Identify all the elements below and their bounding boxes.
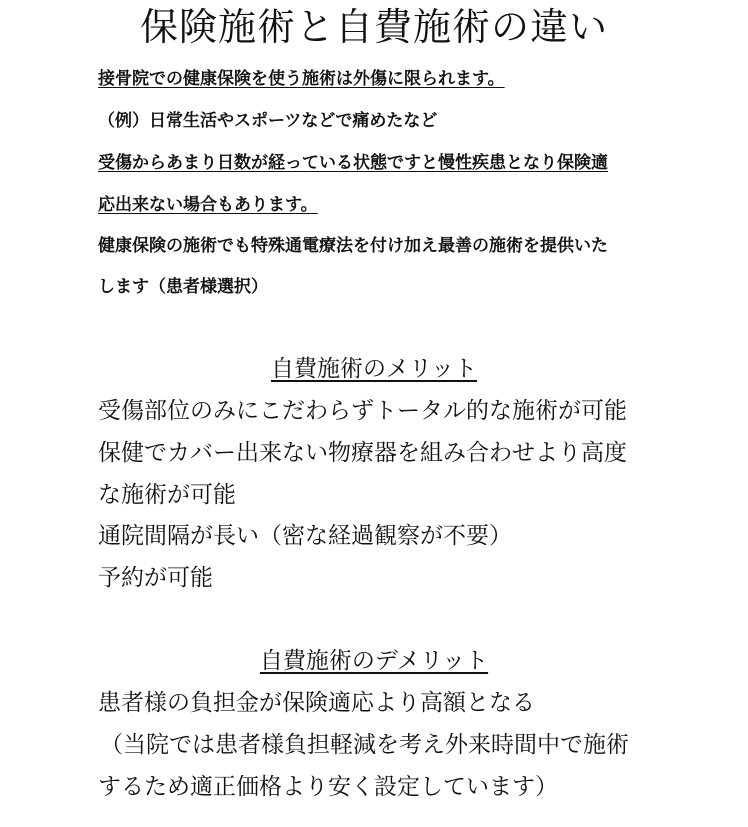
merit-line-3: な施術が可能: [98, 482, 236, 508]
merit-line-5: 予約が可能: [98, 565, 213, 591]
intro-line-6: します（患者様選択）: [98, 277, 268, 297]
intro-line-3: 受傷からあまり日数が経っている状態ですと慢性疾患となり保険適: [98, 153, 608, 173]
intro-line-2: （例）日常生活やスポーツなどで痛めたなど: [98, 111, 438, 131]
intro-line-5: 健康保険の施術でも特殊通電療法を付け加え最善の施術を提供いた: [98, 236, 608, 256]
demerit-line-3: するため適正価格より安く設定しています）: [98, 774, 558, 800]
merits-heading: 自費施術のメリット: [270, 356, 478, 382]
intro-line-4: 応出来ない場合もあります。: [98, 195, 318, 215]
merit-line-4: 通院間隔が長い（密な経過観察が不要）: [98, 523, 512, 549]
merit-line-1: 受傷部位のみにこだわらずトータル的な施術が可能: [98, 398, 627, 424]
merit-line-2: 保健でカバー出来ない物療器を組み合わせより高度: [98, 440, 627, 466]
page-title: 保険施術と自費施術の違い: [139, 5, 608, 49]
intro-line-1: 接骨院での健康保険を使う施術は外傷に限られます。: [98, 69, 505, 89]
demerits-heading: 自費施術のデメリット: [259, 648, 489, 674]
demerit-line-2: （当院では患者様負担軽減を考え外来時間中で施術: [100, 732, 629, 758]
demerit-line-1: 患者様の負担金が保険適応より高額となる: [98, 690, 535, 716]
